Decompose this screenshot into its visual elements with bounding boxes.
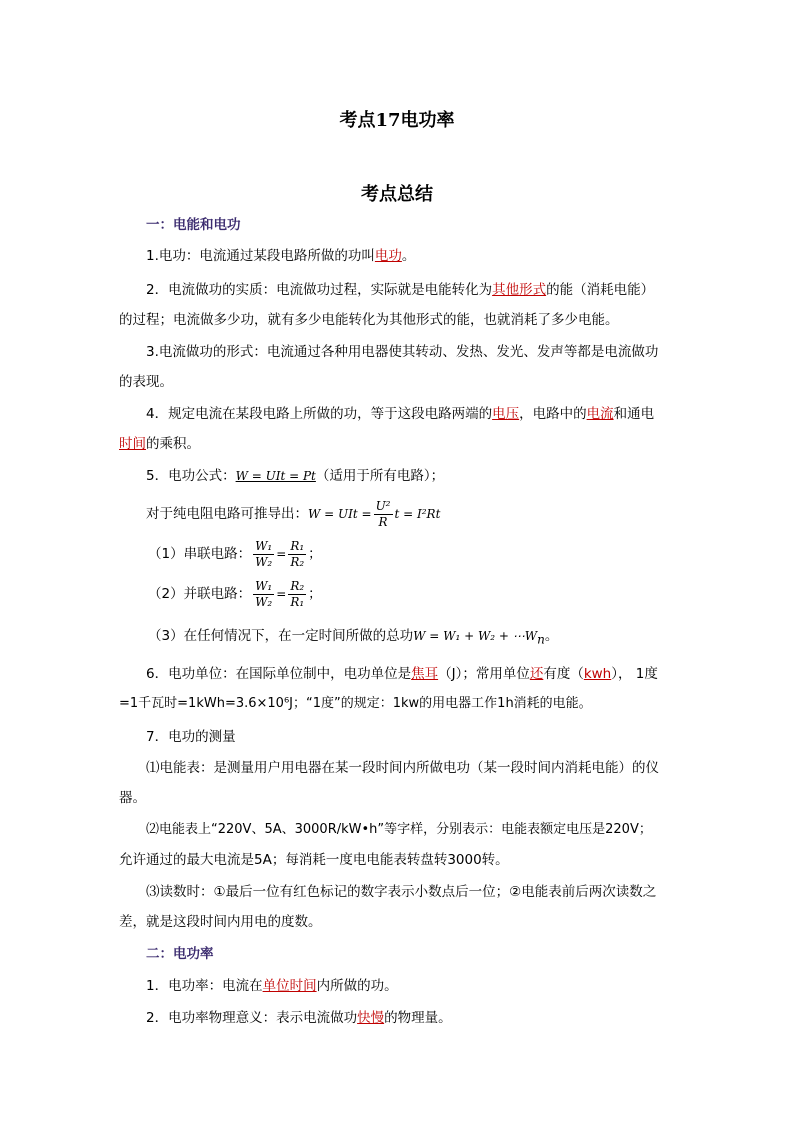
paragraph-power-1 — [146, 976, 398, 996]
text: ）， 1度 — [611, 666, 658, 682]
formula: W = W₁ + W₂ + ⋯W — [413, 629, 538, 643]
paragraph-total-work — [148, 626, 558, 650]
paragraph-series: （1）串联电路： $\frac{\text{W₁}}{\text{W₂}}$ = $\frac{\text{R₁}}{\text{R₂}}$ ； — [148, 538, 322, 569]
text: ，电路中的 — [519, 406, 587, 422]
text: （J）；常用单位 — [438, 666, 530, 682]
paragraph-4 — [146, 404, 654, 424]
keyword: 还 — [529, 666, 544, 682]
fraction — [253, 579, 274, 610]
keyword: 电流 — [586, 406, 614, 422]
denominator: W₂ — [255, 554, 273, 569]
keyword: 时间 — [119, 436, 146, 452]
denominator: W₂ — [255, 594, 273, 609]
paragraph-6 — [146, 494, 440, 534]
text: 的乘积。 — [146, 436, 200, 452]
paragraph-meter-1: ⑴电能表：是测量用户用电器在某一段时间内所做电功（某一段时间内消耗电能）的仪 — [146, 760, 659, 776]
text: ； — [308, 586, 322, 602]
denominator: R₁ — [290, 594, 305, 609]
text: 5．电功公式： — [146, 468, 236, 484]
text: 和通电 — [613, 406, 655, 422]
numerator: U² — [375, 498, 391, 513]
paragraph-5 — [146, 466, 444, 486]
formula: W = UIt = — [308, 507, 372, 521]
keyword: 焦耳 — [411, 666, 439, 682]
fraction — [374, 499, 393, 530]
subscript: n — [537, 632, 545, 647]
fraction — [288, 579, 306, 610]
paragraph-meter-3: ⑶读数时：①最后一位有红色标记的数字表示小数点后一位；②电能表前后两次读数之 — [146, 884, 657, 900]
paragraph-4-cont — [119, 434, 200, 454]
keyword: 单位时间 — [262, 978, 317, 994]
keyword: kwh — [583, 666, 612, 682]
numerator: R₁ — [290, 538, 305, 553]
text: （2）并联电路： — [148, 586, 252, 602]
text: 4．规定电流在某段电路上所做的功，等于这段电路两端的 — [146, 406, 493, 422]
section-heading-power: 二：电功率 — [146, 946, 214, 962]
text: 。 — [544, 628, 559, 644]
text: 内所做的功。 — [316, 978, 398, 994]
paragraph-meter-2-cont: 允许通过的最大电流是5A；每消耗一度电电能表转盘转3000转。 — [119, 852, 509, 868]
numerator: W₁ — [255, 578, 273, 593]
paragraph-unit — [146, 664, 658, 684]
numerator: W₁ — [255, 538, 273, 553]
page-subtitle: 考点总结 — [361, 184, 433, 205]
page-title: 考点17电功率 — [339, 110, 455, 131]
paragraph-unit-cont: =1千瓦时=1kWh=3.6×10⁶J；“1度”的规定：1kw的用电器工作1h消耗的电能。 — [119, 696, 592, 711]
text: 1.电功：电流通过某段电路所做的功叫 — [146, 248, 375, 264]
text: （适用于所有电路）； — [315, 468, 445, 484]
text: 。 — [401, 248, 416, 264]
keyword: 电压 — [492, 406, 520, 422]
text: 1．电功率：电流在 — [146, 978, 263, 994]
text: 的能（消耗电能） — [546, 282, 655, 298]
fraction — [253, 539, 274, 570]
paragraph-2-cont: 的过程；电流做多少功，就有多少电能转化为其他形式的能，也就消耗了多少电能。 — [119, 312, 619, 328]
text: 2．电功率物理意义：表示电流做功 — [146, 1010, 358, 1026]
text: （1）串联电路： — [148, 546, 252, 562]
keyword: 快慢 — [357, 1010, 385, 1026]
paragraph-meter-1-cont: 器。 — [119, 790, 146, 806]
paragraph-power-2 — [146, 1008, 452, 1028]
paragraph-3-cont: 的表现。 — [119, 374, 173, 390]
section-heading-energy: 一：电能和电功 — [146, 217, 241, 233]
paragraph-2 — [146, 280, 654, 300]
paragraph-measure: 7．电功的测量 — [146, 729, 236, 745]
keyword: 其他形式 — [492, 282, 547, 298]
text: 2．电流做功的实质：电流做功过程，实际就是电能转化为 — [146, 282, 493, 298]
paragraph-1 — [146, 246, 415, 266]
paragraph-parallel: （2）并联电路： $\frac{\text{W₁}}{\text{W₂}}$ = $\frac{\text{R₂}}{\text{R₁}}$ ； — [148, 578, 322, 609]
text: 6．电功单位：在国际单位制中，电功单位是 — [146, 666, 412, 682]
denominator: R₂ — [290, 554, 305, 569]
keyword: 电功 — [374, 248, 402, 264]
text: ； — [308, 546, 322, 562]
formula: W = UIt = Pt — [235, 469, 316, 483]
denominator: R — [378, 514, 388, 529]
text: 的物理量。 — [384, 1010, 452, 1026]
formula: t = I²Rt — [394, 507, 441, 521]
text: 有度（ — [543, 666, 584, 682]
text: （3）在任何情况下，在一定时间所做的总功 — [148, 628, 414, 644]
paragraph-meter-2: ⑵电能表上“220V、5A、3000R/kW•h”等字样，分别表示：电能表额定电压是220V； — [146, 822, 652, 837]
paragraph-3: 3.电流做功的形式：电流通过各种用电器使其转动、发热、发光、发声等都是电流做功 — [146, 344, 659, 360]
paragraph-meter-3-cont: 差，就是这段时间内用电的度数。 — [119, 914, 322, 930]
text: 对于纯电阻电路可推导出： — [146, 506, 308, 522]
fraction — [288, 539, 306, 570]
numerator: R₂ — [290, 578, 305, 593]
